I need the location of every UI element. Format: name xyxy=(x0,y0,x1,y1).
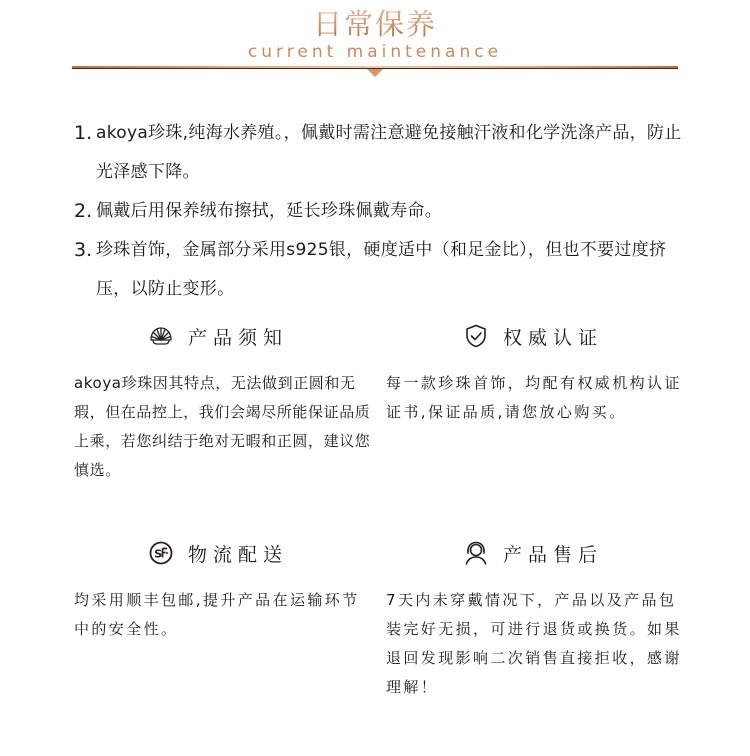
care-instructions-list xyxy=(74,114,694,309)
care-item-text: 佩戴后用保养绒布擦拭，延长珍珠佩戴寿命。 xyxy=(96,201,442,221)
card-product-notice xyxy=(74,320,374,485)
card-header xyxy=(386,320,686,352)
card-shipping xyxy=(74,537,374,644)
sf-express-icon xyxy=(148,540,174,566)
shield-check-icon xyxy=(463,323,489,349)
svg-text:S: S xyxy=(154,547,163,561)
care-item-text: 珍珠首饰，金属部分采用s925银，硬度适中（和足金比），但也不要过度挤压，以防止变形。 xyxy=(96,240,667,299)
card-body: akoya珍珠因其特点，无法做到正圆和无瑕，但在品控上，我们会竭尽所能保证品质上乘，若您纠结于绝对无暇和正圆，建议您慎选。 xyxy=(74,374,371,479)
card-body: 均采用顺丰包邮,提升产品在运输环节中的安全性。 xyxy=(74,591,360,638)
care-item xyxy=(74,114,694,192)
card-title: 权威认证 xyxy=(503,326,604,349)
care-item-number: 1. xyxy=(74,122,93,144)
care-item xyxy=(74,231,694,309)
section-header xyxy=(0,0,750,80)
care-item-number: 2. xyxy=(74,200,93,222)
shell-icon xyxy=(148,323,174,349)
care-item xyxy=(74,192,694,231)
care-item-number: 3. xyxy=(74,239,93,261)
card-body: 每一款珍珠首饰，均配有权威机构认证证书,保证品质,请您放心购买。 xyxy=(386,374,682,421)
card-title: 产品售后 xyxy=(503,543,604,566)
card-certification xyxy=(386,320,686,427)
headset-user-icon xyxy=(463,540,489,566)
care-item-text: akoya珍珠,纯海水养殖。，佩戴时需注意避免接触汗液和化学洗涤产品，防止光泽感下降。 xyxy=(96,123,682,182)
card-title: 物流配送 xyxy=(188,543,289,566)
section-title: 日常保养 xyxy=(0,6,750,42)
card-header xyxy=(74,537,374,569)
card-header xyxy=(74,320,374,352)
card-body: 7天内未穿戴情况下，产品以及产品包装完好无损，可进行退货或换货。如果退回发现影响二次销售直接拒收，感谢理解！ xyxy=(386,591,682,696)
card-header xyxy=(386,537,686,569)
card-title: 产品须知 xyxy=(188,326,289,349)
divider-arrow-icon xyxy=(367,69,383,77)
section-subtitle: current maintenance xyxy=(247,42,503,62)
card-after-sales xyxy=(386,537,686,702)
